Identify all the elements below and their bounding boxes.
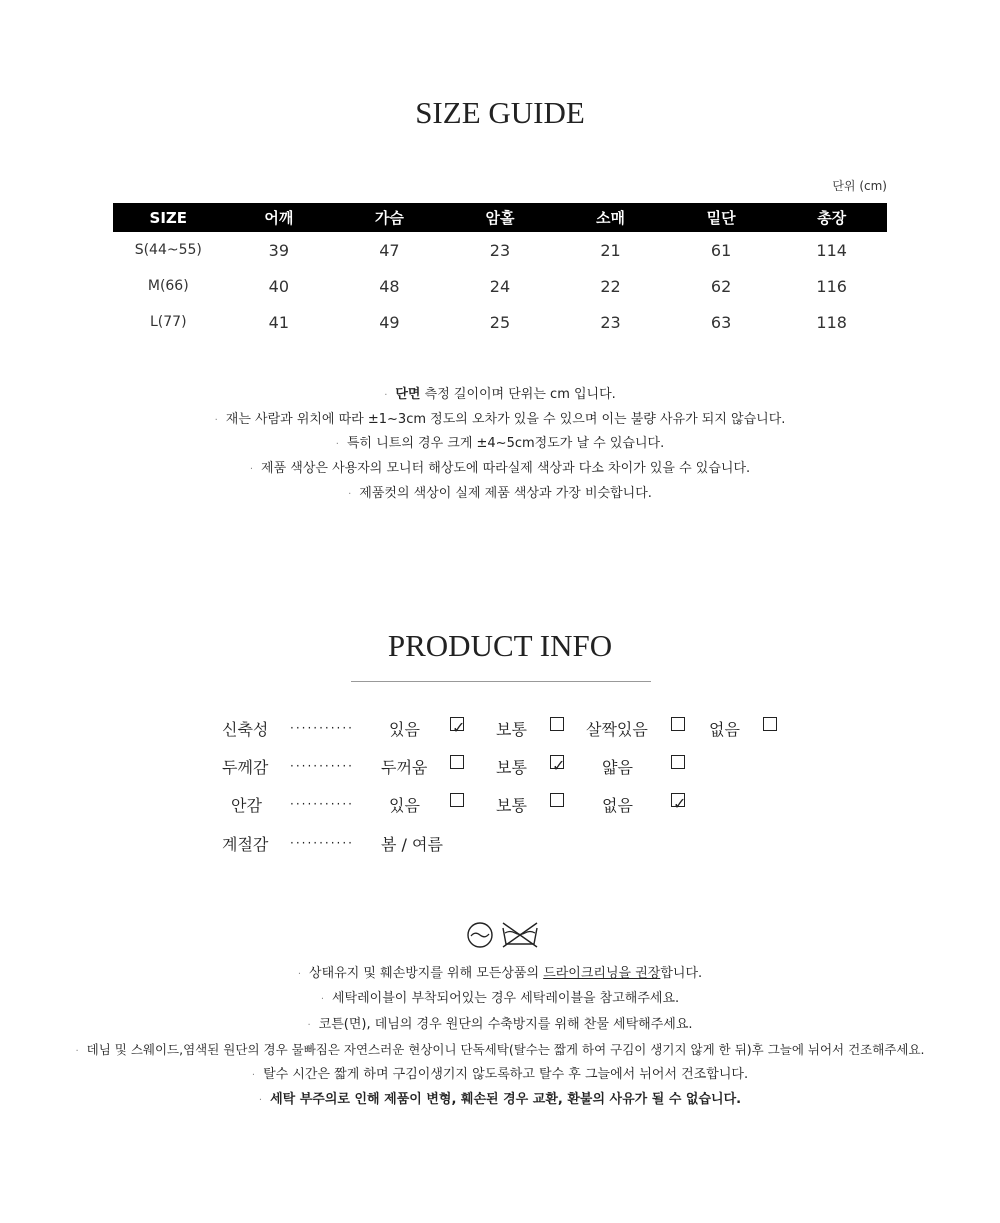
- season-value: 봄 / 여름: [381, 835, 443, 854]
- table-row: [113, 232, 887, 268]
- option-label: 살짝있음: [586, 720, 648, 739]
- header-length: 총장: [776, 203, 887, 232]
- checkbox[interactable]: [763, 717, 777, 731]
- header-size: SIZE: [113, 203, 224, 232]
- table-cell: 62: [710, 276, 732, 296]
- check-icon: ✓: [452, 718, 466, 737]
- note-line: · 상태유지 및 훼손방지를 위해 모든상품의 드라이크리닝을 권장합니다.: [297, 966, 703, 981]
- info-label: 안감: [231, 796, 262, 815]
- product-info-title: PRODUCT INFO: [387, 628, 613, 663]
- table-cell: 24: [489, 276, 511, 296]
- note-line: · 재는 사람과 위치에 따라 ±1~3cm 정도의 오차가 있을 수 있으며 이는 불량 사유가 되지 않습니다.: [214, 411, 786, 427]
- size-table: [113, 203, 887, 340]
- leader-dots: ···········: [290, 759, 354, 773]
- table-cell: 116: [816, 276, 847, 296]
- table-cell: 63: [710, 312, 732, 332]
- size-notes: [0, 383, 1000, 506]
- table-row: [113, 304, 887, 340]
- option-label: 두꺼움: [381, 758, 428, 777]
- dry-clean-icon: [468, 923, 492, 947]
- leader-dots: ···········: [290, 721, 354, 735]
- header-hem: 밑단: [666, 203, 777, 232]
- checkbox[interactable]: [450, 755, 464, 769]
- table-cell: 47: [379, 240, 400, 260]
- checkbox[interactable]: [671, 717, 685, 731]
- option-label: 보통: [496, 758, 527, 777]
- info-row-season: [0, 832, 1000, 862]
- note-line: · 특히 니트의 경우 크게 ±4~5cm정도가 날 수 있습니다.: [335, 436, 665, 452]
- table-cell: 41: [268, 312, 290, 332]
- table-cell: 23: [489, 240, 511, 260]
- size-cell: L(77): [150, 314, 187, 330]
- option-label: 있음: [389, 720, 420, 739]
- table-cell: 114: [816, 240, 847, 260]
- table-cell: 118: [816, 312, 847, 332]
- divider: [351, 681, 651, 682]
- size-cell: S(44~55): [134, 242, 202, 258]
- note-line: · 세탁레이블이 부착되어있는 경우 세탁레이블을 참고해주세요.: [320, 991, 680, 1007]
- check-icon: ✓: [673, 794, 687, 813]
- care-icons: [466, 920, 540, 950]
- do-not-wash-icon: [503, 923, 537, 947]
- info-label: 두께감: [222, 758, 269, 777]
- table-cell: 49: [379, 312, 400, 332]
- size-guide-title: SIZE GUIDE: [415, 95, 585, 130]
- header-sleeve: 소매: [555, 203, 666, 232]
- check-icon: ✓: [552, 756, 566, 775]
- info-row-lining: [0, 793, 1000, 823]
- leader-dots: ···········: [290, 797, 354, 811]
- note-line: · 단면 측정 길이이며 단위는 cm 입니다.: [384, 387, 616, 402]
- option-label: 보통: [496, 796, 527, 815]
- option-label: 없음: [602, 796, 633, 815]
- table-cell: 25: [489, 312, 511, 332]
- table-cell: 61: [710, 240, 732, 260]
- checkbox[interactable]: [550, 793, 564, 807]
- info-label: 신축성: [222, 720, 269, 739]
- table-row: [113, 268, 887, 304]
- checkbox-checked[interactable]: [450, 717, 466, 737]
- checkbox-checked[interactable]: [550, 755, 566, 775]
- option-label: 보통: [496, 720, 527, 739]
- unit-note: 단위 (cm): [832, 179, 887, 193]
- note-line: · 탈수 시간은 짧게 하며 구김이생기지 않도록하고 탈수 후 그늘에서 뉘어서 건조합니다.: [251, 1067, 749, 1083]
- header-armhole: 암홀: [445, 203, 556, 232]
- note-line: · 제품 색상은 사용자의 모니터 해상도에 따라실제 색상과 다소 차이가 있을 수 있습니다.: [249, 461, 751, 477]
- table-cell: 21: [600, 240, 621, 260]
- header-shoulder: 어깨: [224, 203, 335, 232]
- care-notes: [0, 961, 1000, 1113]
- checkbox[interactable]: [550, 717, 564, 731]
- checkbox[interactable]: [450, 793, 464, 807]
- info-row-elasticity: [0, 717, 1000, 747]
- checkbox[interactable]: [671, 755, 685, 769]
- info-row-thickness: [0, 755, 1000, 785]
- checkbox-checked[interactable]: [671, 793, 687, 813]
- table-cell: 39: [268, 240, 290, 260]
- note-line: · 데님 및 스웨이드,염색된 원단의 경우 물빠짐은 자연스러운 현상이니 단독세탁(탈수는 짧게 하여 구김이 생기지 않게 한 뒤)후 그늘에 뉘어서 건조해주세요.: [75, 1041, 925, 1057]
- note-line: · 코튼(면), 데님의 경우 원단의 수축방지를 위해 찬물 세탁해주세요.: [307, 1016, 693, 1032]
- header-chest: 가슴: [334, 203, 445, 232]
- note-line: · 세탁 부주의로 인해 제품이 변형, 훼손된 경우 교환, 환불의 사유가 될 수 없습니다.: [258, 1092, 742, 1108]
- table-cell: 22: [600, 276, 621, 296]
- size-cell: M(66): [147, 278, 189, 294]
- option-label: 있음: [389, 796, 420, 815]
- table-cell: 48: [379, 276, 400, 296]
- option-label: 없음: [709, 720, 740, 739]
- option-label: 얇음: [602, 758, 633, 777]
- table-cell: 23: [600, 312, 621, 332]
- table-cell: 40: [268, 276, 290, 296]
- size-table-header: [113, 203, 887, 232]
- info-label: 계절감: [222, 835, 269, 854]
- leader-dots: ···········: [290, 836, 354, 850]
- note-line: · 제품컷의 색상이 실제 제품 색상과 가장 비슷합니다.: [348, 485, 652, 501]
